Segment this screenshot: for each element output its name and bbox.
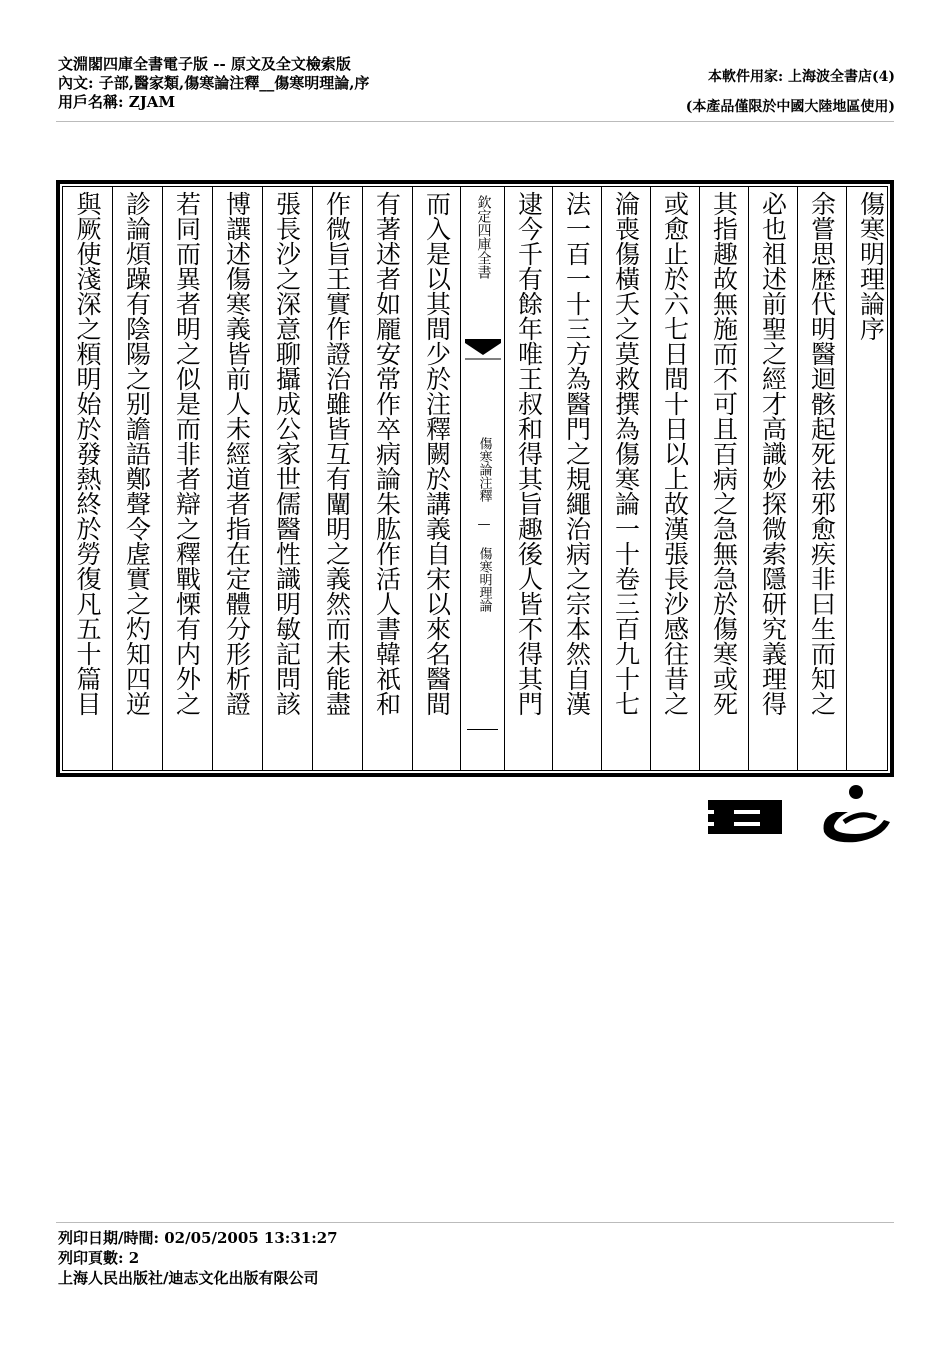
footer-divider	[56, 1222, 894, 1223]
text-column: 逮今千有餘年唯王叔和得其旨趣後人皆不得其門	[504, 187, 552, 770]
center-fold-column	[460, 187, 504, 770]
center-rule	[467, 729, 498, 730]
text-column: 淪喪傷橫夭之莫救撰為傷寒論一十卷三百九十七	[601, 187, 649, 770]
text-column: 診論煩躁有陰陽之别譫語鄭聲令虗實之灼知四逆	[112, 187, 160, 770]
text-column: 而入是以其間少於注釋闕於講義自宋以來名醫間	[412, 187, 460, 770]
fish-tail-mark-icon	[461, 339, 505, 363]
header-divider	[56, 121, 894, 122]
text-grid	[62, 186, 888, 771]
text-column: 或愈止於六七日間十日以上故漢張長沙感往昔之	[650, 187, 698, 770]
print-page-count: 列印頁數: 2	[58, 1249, 140, 1267]
text-column: 博譔述傷寒義皆前人未經道者指在定體分形析證	[212, 187, 260, 770]
header-licensee: 本軟件用家: 上海波全書店(4)	[707, 69, 895, 85]
header-content-path: 內文: 子部,醫家類,傷寒論注釋__傷寒明理論,序	[58, 74, 370, 92]
center-book-title: 傷寒論注釋 — 傷寒明理論	[476, 437, 492, 612]
header-username: 用戶名稱: ZJAM	[58, 93, 176, 111]
header-region-note: (本產品僅限於中國大陸地區使用)	[685, 99, 895, 115]
text-column: 與厥使淺深之頪明始於發熱終於勞復凡五十篇目	[73, 191, 102, 716]
header-title: 文淵閣四庫全書電子版 -- 原文及全文檢索版	[58, 55, 351, 73]
text-column: 作微旨王實作證治雖皆互有闡明之義然而未能盡	[312, 187, 360, 770]
page-frame	[56, 180, 894, 777]
print-footer	[58, 1228, 338, 1288]
text-column: 有著述者如龎安常作卒病論朱肱作活人書韓祇和	[362, 187, 410, 770]
text-column: 張長沙之深意聊攝成公家世儒醫性識明敏記問該	[262, 187, 310, 770]
publisher-logo-icon	[706, 782, 896, 852]
text-column: 必也祖述前聖之經才高識妙探微索隱研究義理得	[748, 187, 796, 770]
publisher-name: 上海人民出版社/迪志文化出版有限公司	[58, 1269, 319, 1287]
text-column: 法一百一十三方為醫門之規繩治病之宗本然自漢	[552, 187, 600, 770]
text-column: 其指趣故無施而不可且百病之急無急於傷寒或死	[699, 187, 747, 770]
print-datetime: 列印日期/時間: 02/05/2005 13:31:27	[58, 1229, 338, 1247]
text-column: 若同而異者明之似是而非者辯之釋戰慄有内外之	[162, 187, 210, 770]
header-left	[58, 55, 369, 112]
center-title: 欽定四庫全書	[475, 195, 492, 279]
header-right	[686, 62, 895, 122]
text-column: 余嘗思歴代明醫迴骸起死祛邪愈疾非曰生而知之	[797, 187, 845, 770]
title-column: 傷寒明理論序	[846, 187, 894, 770]
